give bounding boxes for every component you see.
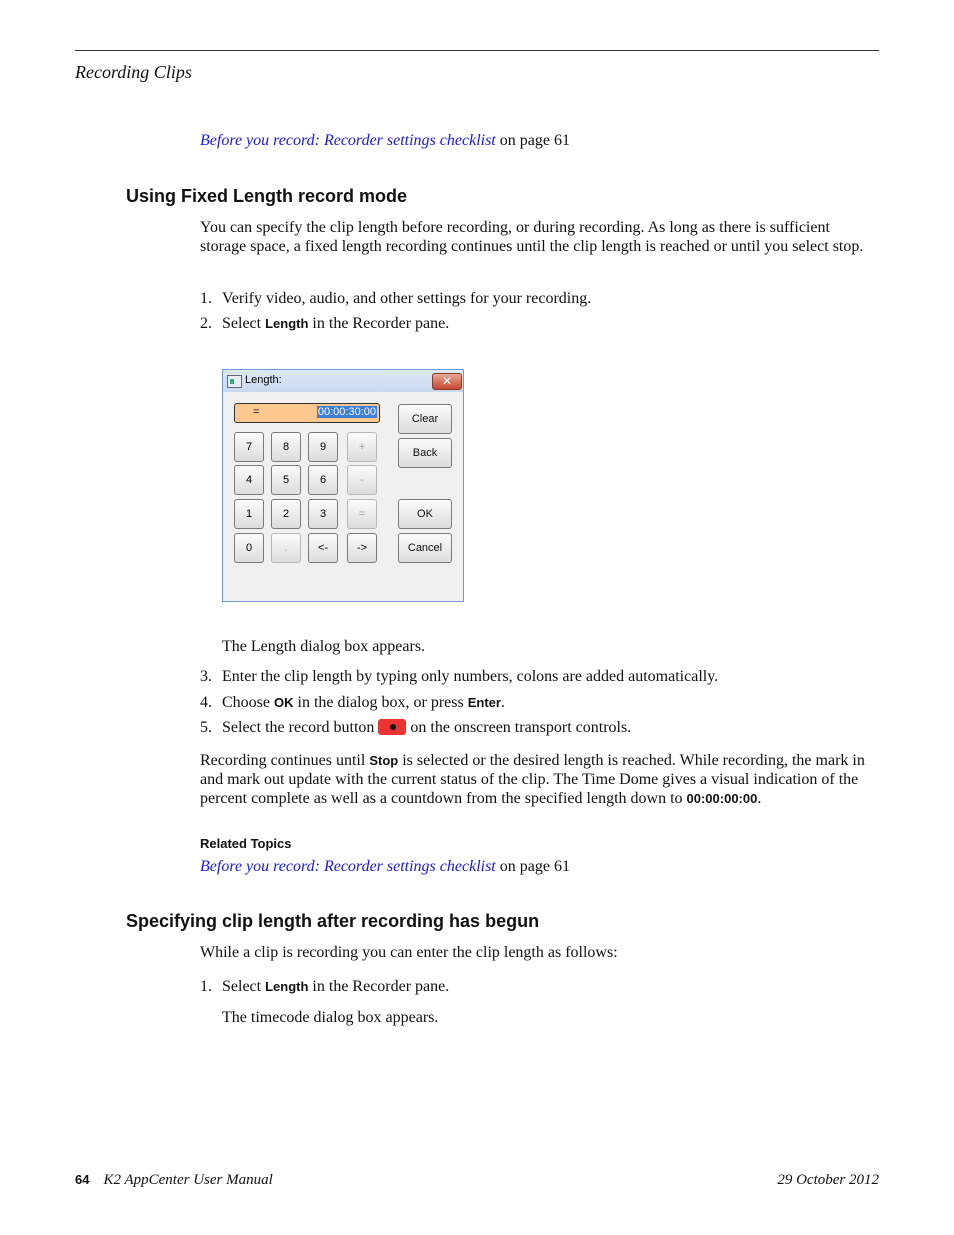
dialog-titlebar	[223, 370, 463, 392]
key-7[interactable]: 7	[234, 432, 264, 462]
key-right-arrow[interactable]: ->	[347, 533, 377, 563]
dialog-appears-note: The Length dialog box appears.	[222, 638, 426, 655]
key-5[interactable]: 5	[271, 465, 301, 495]
step-text: Enter the clip length by typing only numbers, colons are added automatically.	[222, 668, 719, 685]
step-number: 1.	[200, 978, 212, 995]
footer-left	[75, 1172, 273, 1189]
length-input[interactable]	[234, 403, 380, 423]
cancel-button[interactable]: Cancel	[398, 533, 452, 563]
step-text: on the onscreen transport controls.	[406, 719, 632, 736]
step-text: in the Recorder pane.	[308, 315, 450, 332]
ok-button[interactable]: OK	[398, 499, 452, 529]
step-3	[200, 667, 718, 686]
para-text: Recording continues until	[200, 752, 370, 769]
page-ref: on page 61	[495, 858, 570, 875]
length-value: 00:00:30:00	[317, 406, 376, 418]
page-ref: on page 61	[495, 132, 570, 149]
key-9[interactable]: 9	[308, 432, 338, 462]
key-equals[interactable]: =	[347, 499, 377, 529]
key-1[interactable]: 1	[234, 499, 264, 529]
step-number: 2.	[200, 315, 212, 332]
step-text: Select the record button	[222, 719, 379, 736]
step-text: in the dialog box, or press	[293, 694, 468, 711]
section2-step-1	[200, 977, 449, 996]
step-text: Select	[222, 315, 266, 332]
step-number: 4.	[200, 694, 212, 711]
timecode-dialog-note: The timecode dialog box appears.	[222, 1009, 439, 1026]
ui-term-length: Length	[265, 979, 309, 994]
related-topic-link-row	[200, 857, 570, 876]
checklist-link[interactable]: Before you record: Recorder settings checklist	[200, 858, 496, 875]
ui-term-timecode: 00:00:00:00	[686, 791, 758, 806]
step-number: 3.	[200, 668, 212, 685]
key-left-arrow[interactable]: <-	[308, 533, 338, 563]
key-4[interactable]: 4	[234, 465, 264, 495]
key-6[interactable]: 6	[308, 465, 338, 495]
step-text: .	[500, 694, 505, 711]
step-text: Verify video, audio, and other settings for your recording.	[222, 290, 592, 307]
section2-intro: While a clip is recording you can enter the clip length as follows:	[200, 944, 618, 961]
length-dialog	[222, 369, 464, 602]
record-button-icon	[378, 719, 406, 735]
section-heading-after-recording: Specifying clip length after recording has begun	[126, 911, 540, 931]
page-number: 64	[75, 1172, 90, 1187]
clear-button[interactable]: Clear	[398, 404, 452, 434]
running-title: Recording Clips	[75, 62, 192, 82]
step-text: Select	[222, 978, 266, 995]
recording-paragraph	[200, 751, 880, 808]
intro-paragraph: You can specify the clip length before recording, or during recording. As long as there is sufficient storage space, a fixed length recording continues until the clip length is reached or until you select stop.	[200, 219, 864, 255]
para-text: .	[757, 790, 762, 807]
dialog-title: Length:	[245, 374, 282, 386]
step-4	[200, 693, 505, 712]
step-1	[200, 289, 591, 308]
footer-date: 29 October 2012	[777, 1172, 879, 1188]
step-5	[200, 718, 631, 737]
close-button[interactable]: ✕	[432, 373, 462, 390]
related-topics-heading: Related Topics	[200, 836, 292, 851]
header-rule	[75, 50, 879, 51]
section-heading-fixed-length: Using Fixed Length record mode	[126, 186, 408, 206]
key-minus[interactable]: -	[347, 465, 377, 495]
ui-term-enter: Enter	[467, 695, 501, 710]
window-icon	[227, 375, 242, 388]
ui-term-ok: OK	[274, 695, 294, 710]
key-3[interactable]: 3	[308, 499, 338, 529]
back-button[interactable]: Back	[398, 438, 452, 468]
step-number: 5.	[200, 719, 212, 736]
key-0[interactable]: 0	[234, 533, 264, 563]
step-number: 1.	[200, 290, 212, 307]
key-8[interactable]: 8	[271, 432, 301, 462]
checklist-link[interactable]: Before you record: Recorder settings checklist	[200, 132, 496, 149]
step-text: Choose	[222, 694, 274, 711]
ui-term-length: Length	[265, 316, 309, 331]
top-related-link	[200, 131, 570, 150]
equals-sign: =	[253, 406, 260, 418]
key-2[interactable]: 2	[271, 499, 301, 529]
para-text: is selected or the desired length is reached. While recording, the mark in and mark out update with the current status of the clip. The Time Dome gives a visual indication of the percent complete as well as a countdown from the specified length down to	[200, 752, 865, 807]
key-decimal[interactable]: .	[271, 533, 301, 563]
manual-title: K2 AppCenter User Manual	[103, 1172, 273, 1188]
step-text: in the Recorder pane.	[308, 978, 450, 995]
key-plus[interactable]: +	[347, 432, 377, 462]
step-2	[200, 314, 449, 333]
ui-term-stop: Stop	[369, 753, 399, 768]
